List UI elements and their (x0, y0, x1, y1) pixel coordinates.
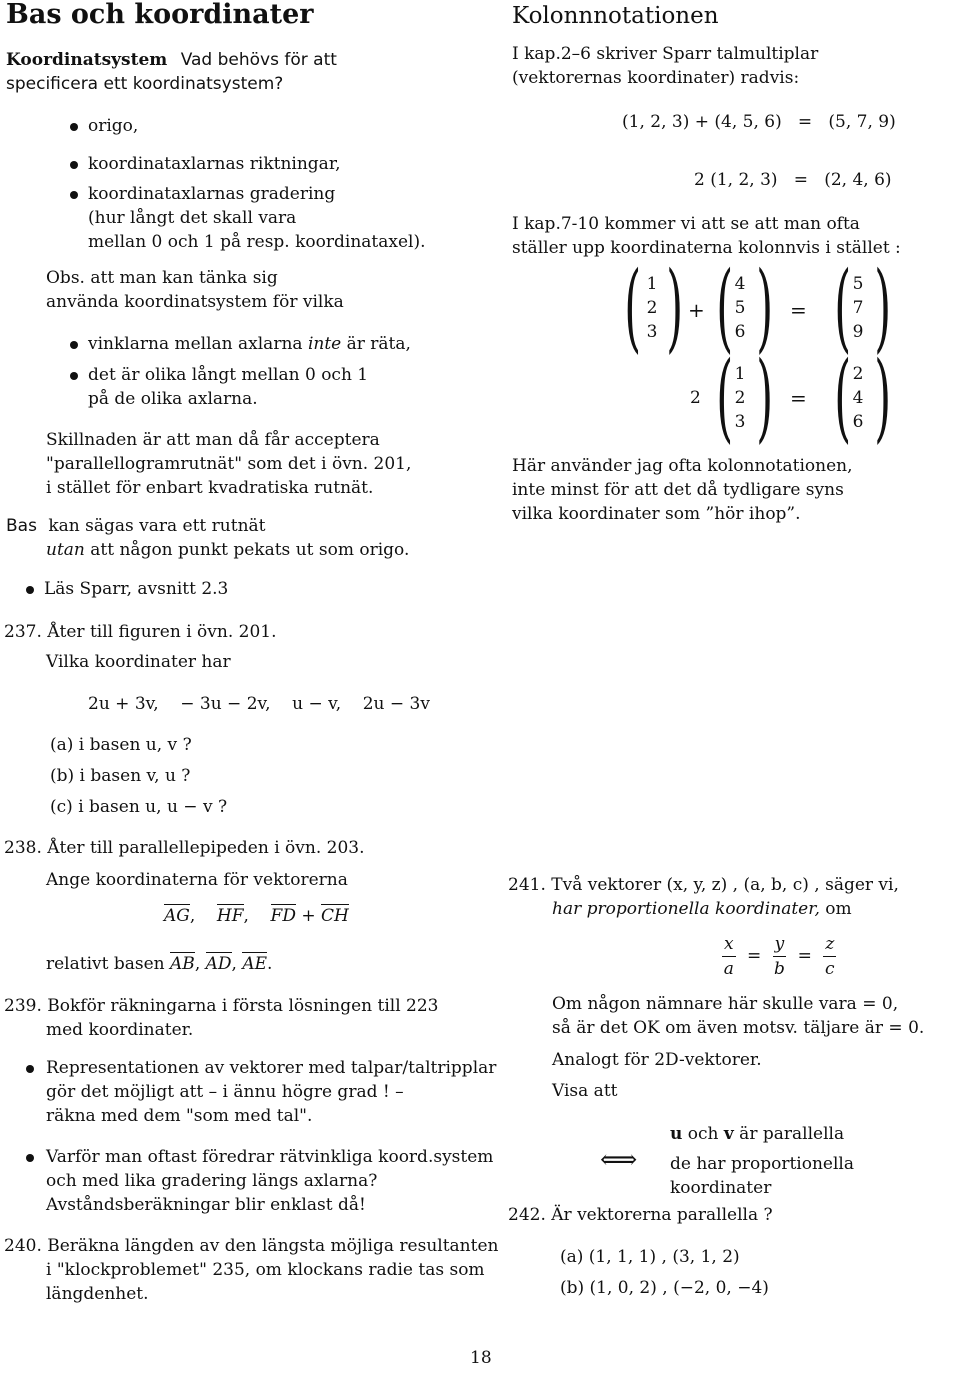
exercise-238-basis: relativt basen AB, AD, AE. (46, 954, 273, 974)
note-text: räkna med dem "som med tal". (46, 1106, 313, 1126)
bullet-icon (70, 341, 78, 349)
list-item-text: vinklarna mellan axlarna (88, 334, 308, 354)
exercise-237-equation: 2u + 3v, − 3u − 2v, u − v, 2u − 3v (88, 694, 430, 714)
proportion-equation: $\frac{x}{a}$ = $\frac{y}{b}$ = $\frac{z}{c}$ (723, 934, 835, 979)
exercise-237-a: (a) i basen u, v ? (50, 735, 192, 755)
iff-text: och (682, 1124, 724, 1144)
exercise-237-c: (c) i basen u, u − v ? (50, 797, 228, 817)
paragraph: "parallellogramrutnät" som det i övn. 201, (46, 454, 412, 474)
exercise-237-title: 237. Åter till figuren i övn. 201. (4, 622, 277, 642)
note-text: Avståndsberäkningar blir enklast då! (46, 1195, 366, 1215)
vector-entry: 5 (852, 274, 864, 294)
paren-left: ( (716, 341, 734, 453)
bullet-icon (70, 123, 78, 131)
paren-left: ( (834, 251, 852, 363)
exercise-240-text: i "klockproblemet" 235, om klockans radie tas som (46, 1260, 485, 1280)
note-text: och med lika gradering längs axlarna? (46, 1171, 378, 1191)
vector-entry: 1 (734, 364, 746, 384)
paragraph: ställer upp koordinaterna kolonnvis i stället : (512, 238, 901, 258)
list-item (88, 332, 411, 356)
exercise-242-a: (a) (1, 1, 1) , (3, 1, 2) (560, 1247, 740, 1267)
exercise-239-title: 239. Bokför räkningarna i första lösningen till 223 (4, 996, 439, 1016)
exercise-240-text: längdenhet. (46, 1284, 149, 1304)
list-item: på de olika axlarna. (88, 389, 258, 409)
subheading-line (6, 48, 337, 72)
iff-line-1 (670, 1122, 844, 1146)
vector-entry: 7 (852, 298, 864, 318)
paragraph: i stället för enbart kvadratiska rutnät. (46, 478, 374, 498)
page-title: Bas och koordinater (6, 0, 314, 30)
paren-right: ) (756, 251, 774, 363)
fraction: $\frac{y}{b}$ (774, 934, 785, 979)
obs-text: använda koordinatsystem för vilka (46, 292, 344, 312)
bas-text: att någon punkt pekats ut som origo. (84, 540, 410, 560)
obs-text: Obs. att man kan tänka sig (46, 268, 278, 288)
vector-entry: 2 (734, 388, 746, 408)
vector-entry: 9 (852, 322, 864, 342)
bullet-icon (26, 586, 34, 594)
plus-sign: + (688, 298, 705, 322)
paragraph: Här använder jag ofta kolonnotationen, (512, 456, 853, 476)
vector-ag: AG (164, 906, 190, 926)
bullet-icon (70, 372, 78, 380)
vector-entry: 4 (852, 388, 864, 408)
basis-label: relativt basen (46, 954, 165, 974)
note-text: gör det möjligt att – i ännu högre grad ! – (46, 1082, 404, 1102)
paren-right: ) (756, 341, 774, 453)
definition-term: har proportionella koordinater, (552, 899, 820, 919)
subheading-text: Vad behövs för att (180, 50, 337, 70)
column-vector (732, 272, 748, 344)
vector-entry: 2 (852, 364, 864, 384)
column-vector (644, 272, 660, 344)
iff-line-2: de har proportionella koordinater (670, 1154, 854, 1198)
paragraph: (vektorernas koordinater) radvis: (512, 68, 800, 88)
note-text: Representationen av vektorer med talpar/taltripplar (46, 1058, 497, 1078)
exercise-237-text: Vilka koordinater har (46, 652, 231, 672)
list-item: koordinataxlarnas riktningar, (88, 154, 341, 174)
paren-right: ) (874, 251, 892, 363)
list-item: (hur långt det skall vara (88, 208, 297, 228)
paragraph: Skillnaden är att man då får acceptera (46, 430, 380, 450)
vector-entry: 6 (852, 412, 864, 432)
vector-ch: CH (321, 906, 349, 926)
exercise-241-title: 241. Två vektorer (x, y, z) , (a, b, c) , säger vi, (508, 875, 899, 895)
vector-u: u (670, 1124, 683, 1144)
paren-right: ) (666, 251, 684, 363)
exercise-241-text (552, 897, 852, 921)
subheading-label: Koordinatsystem (6, 50, 168, 70)
list-item-text: är räta, (341, 334, 411, 354)
exercise-237-b: (b) i basen v, u ? (50, 766, 191, 786)
paragraph: så är det OK om även motsv. täljare är = 0. (552, 1018, 925, 1038)
paragraph: vilka koordinater som ”hör ihop”. (512, 504, 801, 524)
iff-text: är parallella (733, 1124, 845, 1144)
list-item: koordinataxlarnas gradering (88, 184, 336, 204)
row-equation-1: (1, 2, 3) + (4, 5, 6) = (5, 7, 9) (622, 112, 896, 132)
page-number: 18 (470, 1348, 492, 1368)
exercise-238-text: Ange koordinaterna för vektorerna (46, 870, 348, 890)
vector-fd: FD (270, 906, 296, 926)
exercise-239-text: med koordinater. (46, 1020, 194, 1040)
bullet-icon (26, 1154, 34, 1162)
exercise-240-title: 240. Beräkna längden av den längsta möjliga resultanten (4, 1236, 499, 1256)
definition-text: om (819, 899, 852, 919)
vector-entry: 6 (734, 322, 746, 342)
list-item: origo, (88, 116, 139, 136)
paren-right: ) (874, 341, 892, 453)
vector-ad: AD (205, 954, 232, 974)
bas-text-2 (46, 538, 409, 562)
exercise-238-title: 238. Åter till parallellepipeden i övn. 203. (4, 838, 365, 858)
vector-ae: AE (242, 954, 268, 974)
list-item: mellan 0 och 1 på resp. koordinataxel). (88, 232, 426, 252)
paragraph: Visa att (552, 1081, 618, 1101)
exercise-242-b: (b) (1, 0, 2) , (−2, 0, −4) (560, 1278, 769, 1298)
vector-hf: HF (216, 906, 244, 926)
equals-sign: = (790, 386, 807, 410)
list-item-emphasis: inte (307, 334, 342, 354)
vector-ab: AB (170, 954, 195, 974)
bas-emphasis: utan (46, 540, 85, 560)
list-item: det är olika långt mellan 0 och 1 (88, 365, 369, 385)
vector-entry: 3 (646, 322, 658, 342)
paren-left: ( (624, 251, 642, 363)
vector-entry: 4 (734, 274, 746, 294)
bas-text: kan sägas vara ett rutnät (48, 516, 266, 536)
iff-arrow-icon: ⟺ (600, 1145, 638, 1175)
vector-entry: 5 (734, 298, 746, 318)
exercise-238-vectors: AG, HF, FD + CH (164, 906, 349, 926)
paragraph: I kap.7-10 kommer vi att se att man ofta (512, 214, 860, 234)
vector-entry: 2 (646, 298, 658, 318)
paragraph: Analogt för 2D-vektorer. (552, 1050, 762, 1070)
paren-left: ( (716, 251, 734, 363)
reading-note: Läs Sparr, avsnitt 2.3 (44, 579, 229, 599)
section-title: Kolonnnotationen (512, 3, 719, 29)
paren-left: ( (834, 341, 852, 453)
bullet-icon (70, 191, 78, 199)
bas-definition (6, 514, 266, 538)
bas-label: Bas (6, 516, 37, 536)
paragraph: inte minst för att det då tydligare syns (512, 480, 844, 500)
column-vector (850, 272, 866, 344)
note-text: Varför man oftast föredrar rätvinkliga koord.system (46, 1147, 494, 1167)
vector-entry: 3 (734, 412, 746, 432)
scalar: 2 (690, 388, 701, 408)
equals-sign: = (790, 298, 807, 322)
vector-entry: 1 (646, 274, 658, 294)
fraction: $\frac{x}{a}$ (723, 934, 734, 979)
row-equation-2: 2 (1, 2, 3) = (2, 4, 6) (694, 170, 892, 190)
paragraph: Om någon nämnare här skulle vara = 0, (552, 994, 899, 1014)
exercise-242-title: 242. Är vektorerna parallella ? (508, 1205, 773, 1225)
bullet-icon (70, 161, 78, 169)
column-vector (850, 362, 866, 434)
column-vector (732, 362, 748, 434)
bullet-icon (26, 1065, 34, 1073)
vector-v: v (723, 1124, 734, 1144)
paragraph: I kap.2–6 skriver Sparr talmultiplar (512, 44, 819, 64)
fraction: $\frac{z}{c}$ (825, 934, 835, 979)
subheading-text-2: specificera ett koordinatsystem? (6, 74, 284, 94)
